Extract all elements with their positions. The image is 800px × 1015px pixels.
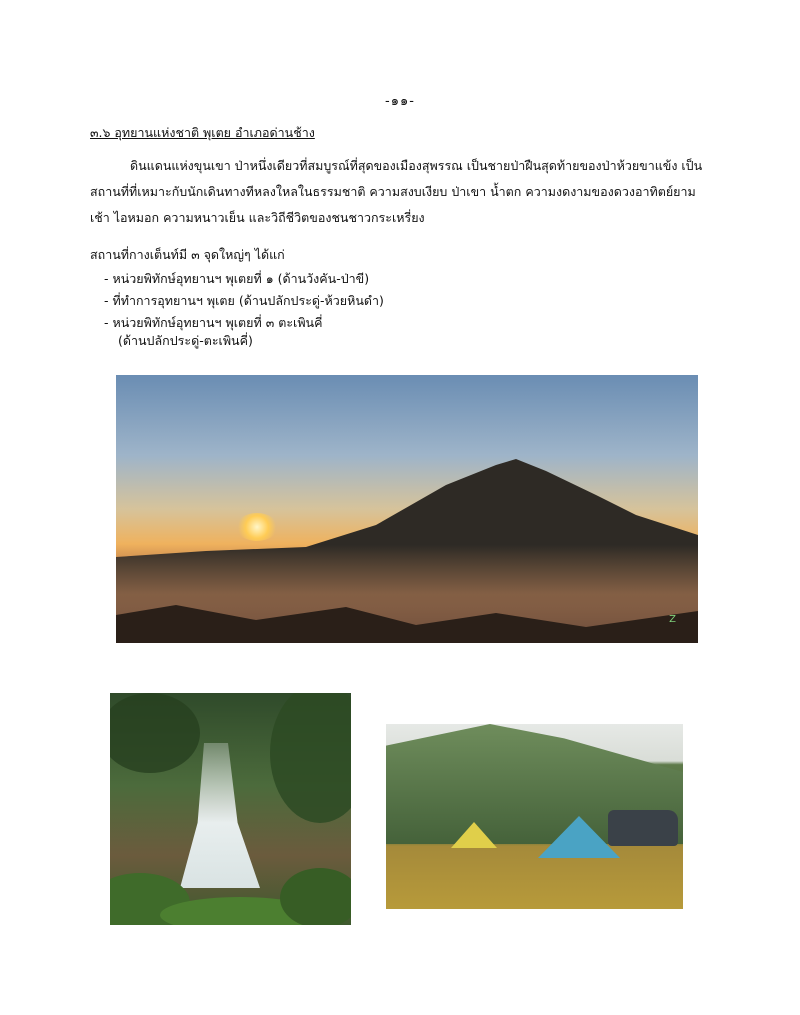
- foreground-foliage: [110, 693, 351, 925]
- sunrise-mountain-photo: [116, 375, 698, 643]
- photo-watermark: Z: [669, 614, 676, 625]
- parked-car: [608, 810, 678, 846]
- camping-photo: [386, 724, 683, 909]
- waterfall-photo: [110, 693, 351, 925]
- page-number: -๑๑-: [385, 94, 415, 109]
- mountain-silhouette: [116, 375, 698, 643]
- sun-glow: [236, 513, 278, 541]
- list-item: - ที่ทำการอุทยานฯ พุเตย (ด้านปลักประดู่-ห้วยหินดำ): [104, 293, 384, 308]
- section-heading: ๓.๖ อุทยานแห่งชาติ พุเตย อำเภอด่านช้าง: [90, 125, 315, 140]
- list-item: - หน่วยพิทักษ์อุทยานฯ พุเตยที่ ๑ (ด้านวังคัน-ป่าขี): [104, 271, 370, 286]
- paragraph-text: ดินแดนแห่งขุนเขา ป่าหนึ่งเดียวที่สมบูรณ์ที่สุดของเมืองสุพรรณ เป็นชายป่าฝืนสุดท้ายของป่าห้วยขาแข้ง เป็นสถานที่ที่เหมาะกับนักเดินทางทีหลงใหลในธรรมชาติ ความสงบเงียบ ป่าเขา น้ำตก ความงดงามของดวงอาทิตย์ยามเช้า ไอหมอก ความหนาวเย็น และวิถีชีวิตของชนชาวกระเหรี่ยง: [90, 158, 703, 225]
- body-paragraph: [90, 153, 710, 231]
- list-item: - หน่วยพิทักษ์อุทยานฯ พุเตยที่ ๓ ตะเพินคี่: [104, 315, 323, 330]
- campsite-list: [104, 268, 384, 334]
- campsite-list-intro: สถานที่กางเต็นท์มี ๓ จุดใหญ่ๆ ได้แก่: [90, 247, 285, 262]
- list-item-continuation: (ด้านปลักประดู่-ตะเพินคี่): [118, 333, 253, 348]
